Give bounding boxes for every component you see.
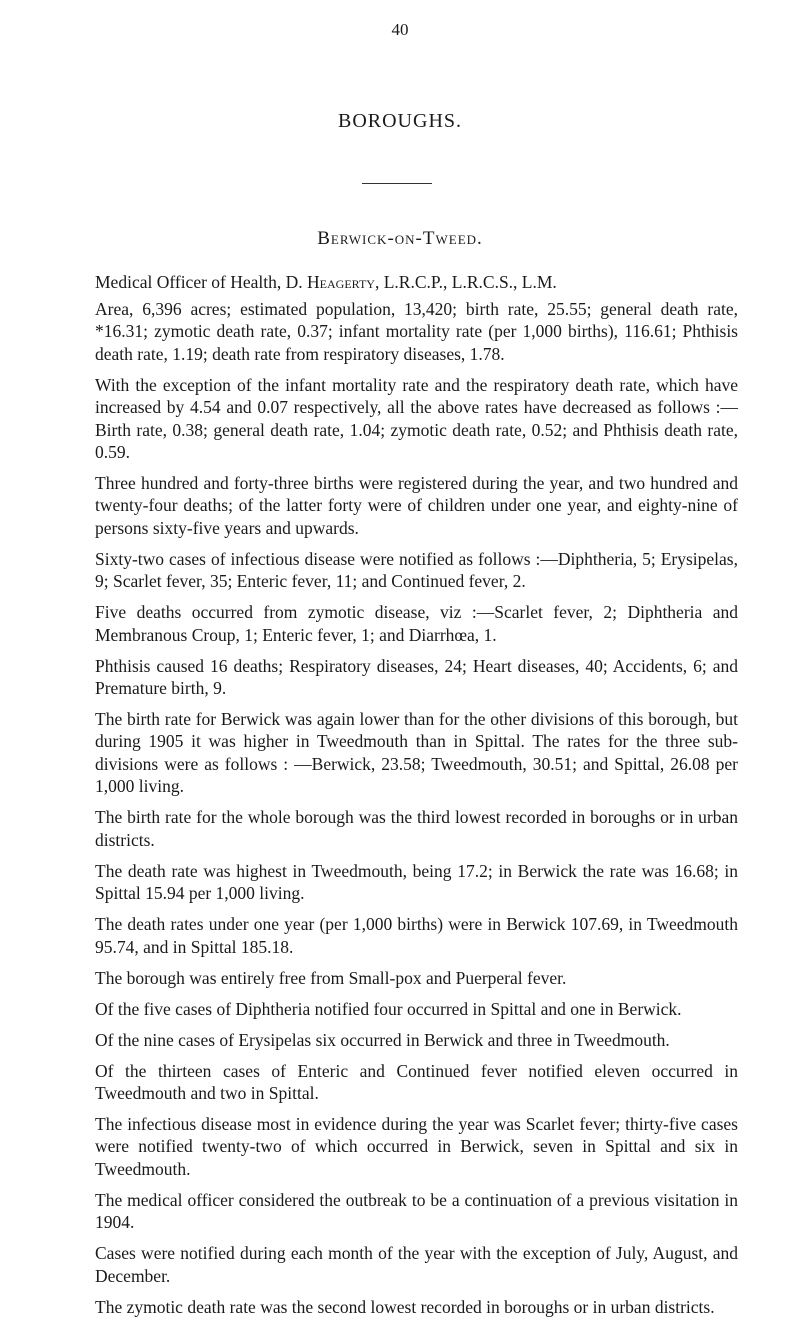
officer-prefix: Medical Officer of Health, D.	[95, 272, 303, 292]
section-title: BOROUGHS.	[337, 110, 463, 132]
page-number: 40	[391, 20, 409, 39]
paragraph-infant-death-rates: The death rates under one year (per 1,000 births) were in Berwick 107.69, in Tweedmouth 95.74, and in Spittal 185.18.	[95, 914, 738, 957]
paragraph-erysipelas: Of the nine cases of Erysipelas six occurred in Berwick and three in Tweedmouth.	[95, 1029, 670, 1050]
district-title: Berwick-on-Tweed.	[317, 228, 483, 249]
officer-surname: Heagerty,	[307, 272, 380, 292]
paragraph-zymotic-deaths: Five deaths occurred from zymotic disease, viz :—Scarlet fever, 2; Diphtheria and Membranous Croup, 1; Enteric fever, 1; and Diarrhœa, 1.	[95, 602, 738, 645]
officer-qualifications: L.R.C.P., L.R.C.S., L.M.	[383, 272, 557, 292]
paragraph-rates: Area, 6,396 acres; estimated population, 13,420; birth rate, 25.55; general death rate, *16.31; zymotic death rate, 0.37; infant mortality rate (per 1,000 births), 116.61; Phthisis death rate, 1.19; death rate from respiratory diseases, 1.78.	[95, 299, 738, 364]
paragraph-enteric: Of the thirteen cases of Enteric and Continued fever notified eleven occurred in Tweedmouth and two in Spittal.	[95, 1060, 738, 1103]
paragraph-birth-rate-rank: The birth rate for the whole borough was the third lowest recorded in boroughs or in urban districts.	[95, 807, 738, 850]
paragraph-diphtheria: Of the five cases of Diphtheria notified four occurred in Spittal and one in Berwick.	[95, 998, 682, 1019]
paragraph-smallpox: The borough was entirely free from Small-pox and Puerperal fever.	[95, 967, 567, 988]
paragraph-infectious-cases: Sixty-two cases of infectious disease were notified as follows :—Diphtheria, 5; Erysipelas, 9; Scarlet fever, 35; Enteric fever, 11; and Continued fever, 2.	[95, 548, 738, 592]
paragraph-zymotic-rank: The zymotic death rate was the second lowest recorded in boroughs or in urban districts.	[95, 1296, 715, 1317]
divider-rule	[362, 183, 432, 184]
paragraph-births-deaths: Three hundred and forty-three births were registered during the year, and two hundred and twenty-four deaths; of the latter forty were of children under one year, and eighty-nine of persons sixty-five years and upwards.	[95, 473, 738, 538]
paragraph-birth-rate-divisions: The birth rate for Berwick was again lower than for the other divisions of this borough, but during 1905 it was higher in Tweedmouth than in Spittal. The rates for the three sub-divisions were as follows : —Berwick, 23.58; Tweedmouth, 30.51; and Spittal, 26.08 per 1,000 living.	[95, 709, 738, 797]
medical-officer-line	[95, 272, 735, 293]
paragraph-death-rate-divisions: The death rate was highest in Tweedmouth, being 17.2; in Berwick the rate was 16.68; in Spittal 15.94 per 1,000 living.	[95, 860, 738, 904]
paragraph-causes-of-death: Phthisis caused 16 deaths; Respiratory diseases, 24; Heart diseases, 40; Accidents, 6; and Premature birth, 9.	[95, 655, 738, 699]
report-body	[95, 298, 738, 1327]
paragraph-rate-changes: With the exception of the infant mortality rate and the respiratory death rate, which have increased by 4.54 and 0.07 respectively, all the above rates have decreased as follows :—Birth rate, 0.38; general death rate, 1.04; zymotic death rate, 0.52; and Phthisis death rate, 0.59.	[95, 374, 738, 463]
paragraph-scarlet-fever: The infectious disease most in evidence during the year was Scarlet fever; thirty-five cases were notified twenty-two of which occurred in Berwick, seven in Spittal and six in Tweedmouth.	[95, 1113, 738, 1179]
paragraph-outbreak: The medical officer considered the outbreak to be a continuation of a previous visitation in 1904.	[95, 1189, 738, 1233]
paragraph-monthly-cases: Cases were notified during each month of the year with the exception of July, August, and December.	[95, 1243, 738, 1286]
